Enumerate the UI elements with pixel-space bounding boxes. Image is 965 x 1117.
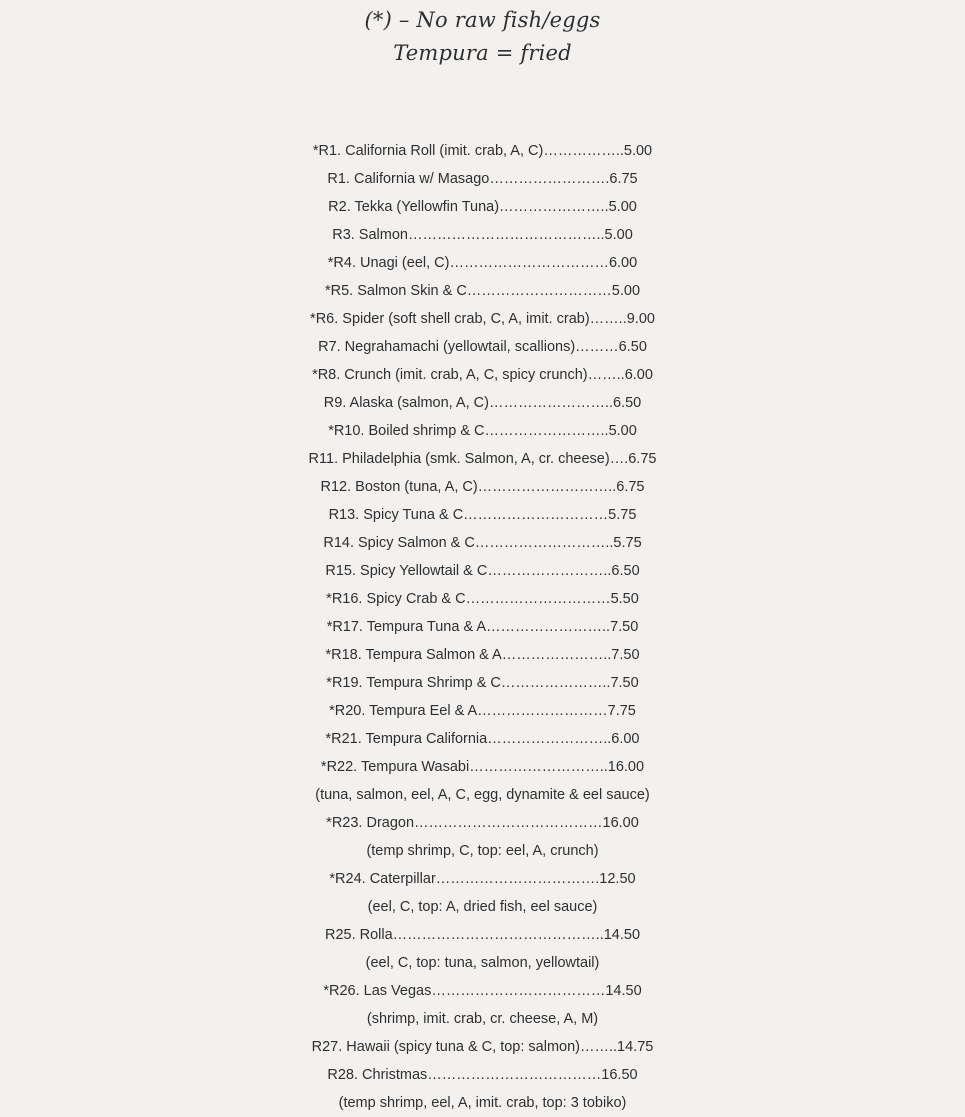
menu-item: R2. Tekka (Yellowfin Tuna)…………………..5.00 — [328, 199, 637, 215]
raw-fish-note: (*) – No raw fish/eggs — [364, 8, 601, 32]
menu-item: *R24. Caterpillar…………………………….12.50 — [329, 871, 636, 887]
menu-item: R13. Spicy Tuna & C…………………………5.75 — [328, 507, 637, 523]
menu-legend — [0, 0, 965, 70]
menu-item: *R10. Boiled shrimp & C……………………..5.00 — [328, 423, 637, 439]
menu-item: R9. Alaska (salmon, A, C)……………………..6.50 — [323, 395, 642, 411]
menu-item: *R5. Salmon Skin & C…………………………5.00 — [324, 283, 641, 299]
menu-item: *R22. Tempura Wasabi………………………..16.00 — [320, 759, 645, 775]
menu-item: R28. Christmas………………………………16.50 — [327, 1067, 638, 1083]
menu-item: R7. Negrahamachi (yellowtail, scallions)………6.50 — [318, 339, 647, 355]
menu-item: R3. Salmon…………………………………..5.00 — [332, 227, 633, 243]
menu-item: *R21. Tempura California……………………..6.00 — [325, 731, 640, 747]
menu-item: *R19. Tempura Shrimp & C…………………..7.50 — [326, 675, 639, 691]
roll-menu-list — [0, 137, 965, 1117]
menu-item: R27. Hawaii (spicy tuna & C, top: salmon)……..14.75 — [311, 1039, 654, 1055]
menu-item: *R17. Tempura Tuna & A……………………..7.50 — [326, 619, 639, 635]
menu-item-description: (eel, C, top: A, dried fish, eel sauce) — [367, 899, 598, 915]
menu-item: R25. Rolla……………………………………..14.50 — [324, 927, 641, 943]
menu-item: *R8. Crunch (imit. crab, A, C, spicy crunch)……..6.00 — [312, 367, 653, 383]
menu-item: R14. Spicy Salmon & C………………………..5.75 — [323, 535, 642, 551]
menu-item: R12. Boston (tuna, A, C)………………………..6.75 — [320, 479, 645, 495]
menu-item: *R18. Tempura Salmon & A…………………..7.50 — [325, 647, 640, 663]
menu-item-description: (temp shrimp, C, top: eel, A, crunch) — [366, 843, 599, 859]
menu-item: R11. Philadelphia (smk. Salmon, A, cr. cheese)….6.75 — [308, 451, 657, 467]
menu-item: *R4. Unagi (eel, C)……………………………6.00 — [327, 255, 638, 271]
menu-item-description: (shrimp, imit. crab, cr. cheese, A, M) — [366, 1011, 599, 1027]
menu-item-description: (eel, C, top: tuna, salmon, yellowtail) — [365, 955, 600, 971]
tempura-note: Tempura = fried — [393, 41, 572, 65]
menu-item: *R6. Spider (soft shell crab, C, A, imit. crab)……..9.00 — [310, 311, 655, 327]
menu-item: *R1. California Roll (imit. crab, A, C)……………..5.00 — [312, 143, 653, 159]
menu-item-description: (temp shrimp, eel, A, imit. crab, top: 3 tobiko) — [338, 1095, 627, 1111]
menu-item: *R26. Las Vegas………………………………14.50 — [323, 983, 642, 999]
menu-item: *R20. Tempura Eel & A………………………7.75 — [329, 703, 636, 719]
menu-item: R15. Spicy Yellowtail & C……………………..6.50 — [325, 563, 640, 579]
menu-item: R1. California w/ Masago…………………….6.75 — [327, 171, 638, 187]
menu-item: *R23. Dragon…………………………………16.00 — [326, 815, 639, 831]
menu-item: *R16. Spicy Crab & C…………………………5.50 — [326, 591, 639, 607]
menu-item-description: (tuna, salmon, eel, A, C, egg, dynamite & eel sauce) — [315, 787, 650, 803]
